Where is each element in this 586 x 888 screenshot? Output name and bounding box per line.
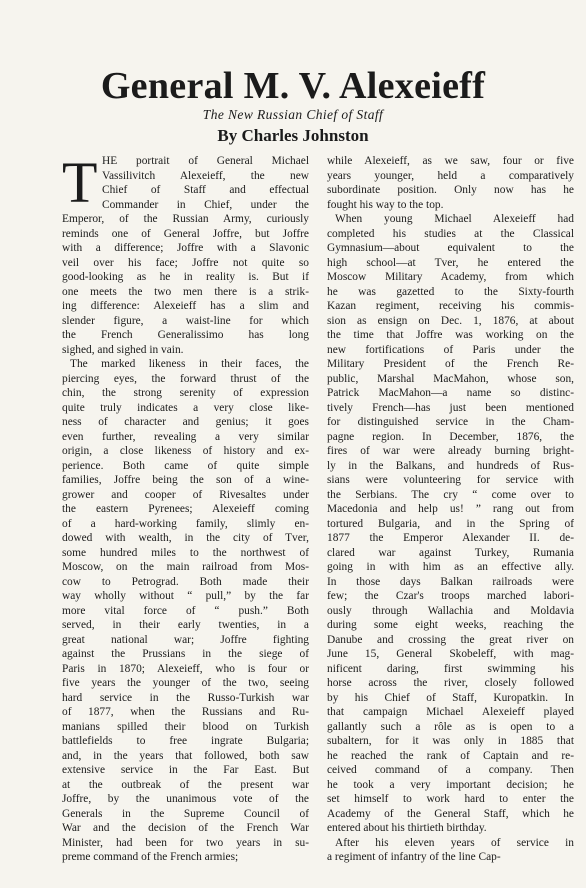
text-line: HE portrait of General Michael	[102, 155, 309, 167]
text-line: Chief of Staff and effectual	[102, 184, 309, 196]
text-line: even further, revealing a very similar	[62, 430, 309, 443]
text-line: cow to Petrograd. Both made their	[62, 575, 309, 588]
text-line: more vital force of “ push.” Both	[62, 604, 309, 617]
text-line: After his eleven years of service in	[335, 836, 574, 849]
text-line: piercing eyes, the forward thrust of the	[62, 372, 309, 385]
text-line: public, Marshal MacMahon, whose son,	[327, 372, 574, 385]
text-line: sians were volunteering for service with	[327, 474, 574, 486]
text-line: during some eight weeks, reaching the	[327, 619, 574, 631]
text-line: Paris in 1870; Alexeieff, who is four or	[62, 662, 309, 675]
text-line: and, in the years that followed, both saw	[62, 749, 309, 762]
text-line: with a difference; Joffre with a Slavonic	[62, 242, 309, 254]
text-line: quite truly indicates a very close like-	[62, 401, 309, 414]
text-line: grower and cooper of Rivesaltes under	[62, 488, 309, 501]
text-line: tortured Bulgaria, and in the Spring of	[327, 517, 574, 530]
text-line: Gymnasium—about equivalent to the	[327, 242, 574, 254]
text-line: sighed, and sighed in vain.	[62, 343, 184, 356]
article-body	[62, 150, 574, 865]
text-line: Minister, had been for two years in su-	[62, 836, 309, 849]
text-line: subaltern, for it was only in 1885 that	[327, 735, 574, 747]
text-line: the French Generalissimo has long	[62, 329, 309, 341]
text-line: Military President of the French Re-	[327, 358, 574, 370]
text-line: Macedonia and help us! ” rang out from	[327, 503, 574, 515]
text-line: of 1877, when the Russians and Ru-	[62, 706, 309, 718]
text-line: Kazan regiment, receiving his commis-	[327, 300, 574, 312]
text-line: clared war against Turkey, Rumania	[327, 546, 574, 559]
text-line: of a hard-working family, slimly en-	[62, 517, 309, 530]
text-line: while Alexeieff, as we saw, four or five	[327, 155, 574, 167]
text-line: horse across the river, closely followed	[327, 677, 574, 689]
text-line: battlefields to free ingrate Bulgaria;	[62, 735, 309, 747]
text-line: some hundred miles to the northwest of	[62, 546, 309, 559]
text-line: subordinate position. Only now has he	[327, 184, 574, 196]
drop-cap: T	[62, 150, 98, 215]
text-line: way wholly without “ pull,” by the far	[62, 590, 309, 602]
text-line: entered about his thirtieth birthday.	[327, 822, 487, 834]
text-line: at the outbreak of the present war	[62, 778, 309, 791]
text-line: ously through Wallachia and Moldavia	[327, 604, 574, 617]
text-line: completed his studies at the Classical	[327, 227, 574, 240]
text-line: few; the Czar's troops marched labori-	[327, 590, 574, 602]
text-line: June 15, General Skobeleff, with mag-	[327, 648, 574, 660]
text-line: pagne region. In December, 1876, the	[327, 430, 574, 443]
text-line: Vassilivitch Alexeieff, the new	[102, 169, 309, 182]
text-line: set himself to work hard to enter the	[327, 793, 574, 805]
text-line: for distinguished service in the Cham-	[327, 416, 574, 428]
text-line: hard service in the Russo-Turkish war	[62, 691, 309, 704]
text-line: the time that Joffre was working on the	[327, 329, 574, 341]
text-line: perience. Both came of quite simple	[62, 459, 309, 472]
text-line: War and the decision of the French War	[62, 822, 309, 834]
text-line: chin, the strong serenity of expression	[62, 387, 309, 399]
text-line: families, Joffre being the son of a wine-	[62, 474, 309, 486]
text-line: good-looking as he in reality is. But if	[62, 271, 309, 283]
text-line: the eastern Pyrenees; Alexeieff coming	[62, 503, 309, 515]
text-line: one meets the two men there is a strik-	[62, 285, 309, 298]
text-line: When young Michael Alexeieff had	[335, 213, 574, 225]
text-line: fires of war were already burning bright-	[327, 445, 574, 457]
text-line: he reached the rank of Captain and re-	[327, 749, 574, 762]
text-line: new fortifications of Paris under the	[327, 343, 574, 356]
text-line: manians spilled their blood on Turkish	[62, 720, 309, 733]
right-column	[327, 154, 574, 865]
text-line: Generals in the Supreme Council of	[62, 807, 309, 820]
article-byline: By Charles Johnston	[217, 126, 369, 145]
left-column	[62, 150, 309, 865]
text-line: he took a very important decision; he	[327, 778, 574, 791]
text-line: the Serbians. The cry “ come over to	[327, 488, 574, 501]
text-line: Danube and crossing the great river on	[327, 633, 574, 646]
text-line: Moscow Military Academy, from which	[327, 271, 574, 283]
text-line: origin, a close likeness of history and ex-	[62, 445, 309, 457]
text-line: Emperor, of the Russian Army, curiously	[62, 213, 309, 225]
text-line: extensive service in the Far East. But	[62, 764, 309, 776]
text-line: Joffre, by the unanimous vote of the	[62, 793, 309, 805]
text-line: dowed with wealth, in the city of Tver,	[62, 532, 309, 544]
text-line: nificent daring, first swimming his	[327, 662, 574, 675]
text-line: ing difference: Alexeieff has a slim and	[62, 300, 309, 312]
article-subtitle: The New Russian Chief of Staff	[202, 107, 384, 122]
text-line: high school—at Tver, he entered the	[327, 256, 574, 269]
text-line: ly in the Balkans, and hundreds of Rus-	[327, 459, 574, 472]
text-line: sion as ensign on Dec. 1, 1876, at about	[327, 314, 574, 327]
text-line: veil over his face; Joffre not quite so	[62, 256, 309, 269]
text-line: reminds one of General Joffre, but Joffre	[62, 227, 309, 240]
text-line: a regiment of infantry of the line Cap-	[327, 851, 501, 863]
text-line: slender figure, a waist-line for which	[62, 314, 309, 327]
text-line: ness of character and genius; it goes	[62, 416, 309, 428]
text-line: great national war; Joffre fighting	[62, 633, 309, 646]
text-line: going in with him as an effective ally.	[327, 561, 574, 573]
text-line: Patrick MacMahon—a name so distinc-	[327, 387, 574, 399]
text-line: ceived command of a company. Then	[327, 764, 574, 776]
text-line: Moscow, on the main railroad from Mos-	[62, 561, 309, 573]
text-line: by his Chief of Staff, Kuropatkin. In	[327, 691, 574, 704]
text-line: years younger, held a comparatively	[327, 169, 574, 182]
text-line: that campaign Michael Alexeieff played	[327, 706, 574, 718]
text-line: 1877 the Emperor Alexander II. de-	[327, 532, 574, 544]
text-line: Academy of the General Staff, which he	[327, 807, 574, 820]
text-line: Commander in Chief, under the	[102, 198, 309, 211]
text-line: tively French—has just been mentioned	[327, 401, 574, 414]
text-line: preme command of the French armies;	[62, 851, 239, 863]
text-line: he was gazetted to the Sixty-fourth	[327, 285, 574, 298]
article-title: General M. V. Alexeieff	[100, 65, 486, 107]
text-line: five years the younger of the two, seeing	[62, 677, 309, 689]
text-line: gallantly such a rôle as is open to a	[327, 720, 574, 733]
text-line: The marked likeness in their faces, the	[70, 358, 309, 370]
text-line: against the Prussians in the siege of	[62, 648, 309, 660]
text-line: In those days Balkan railroads were	[327, 575, 574, 588]
text-line: fought his way to the top.	[327, 198, 444, 211]
text-line: served, in their early twenties, in a	[62, 619, 309, 631]
